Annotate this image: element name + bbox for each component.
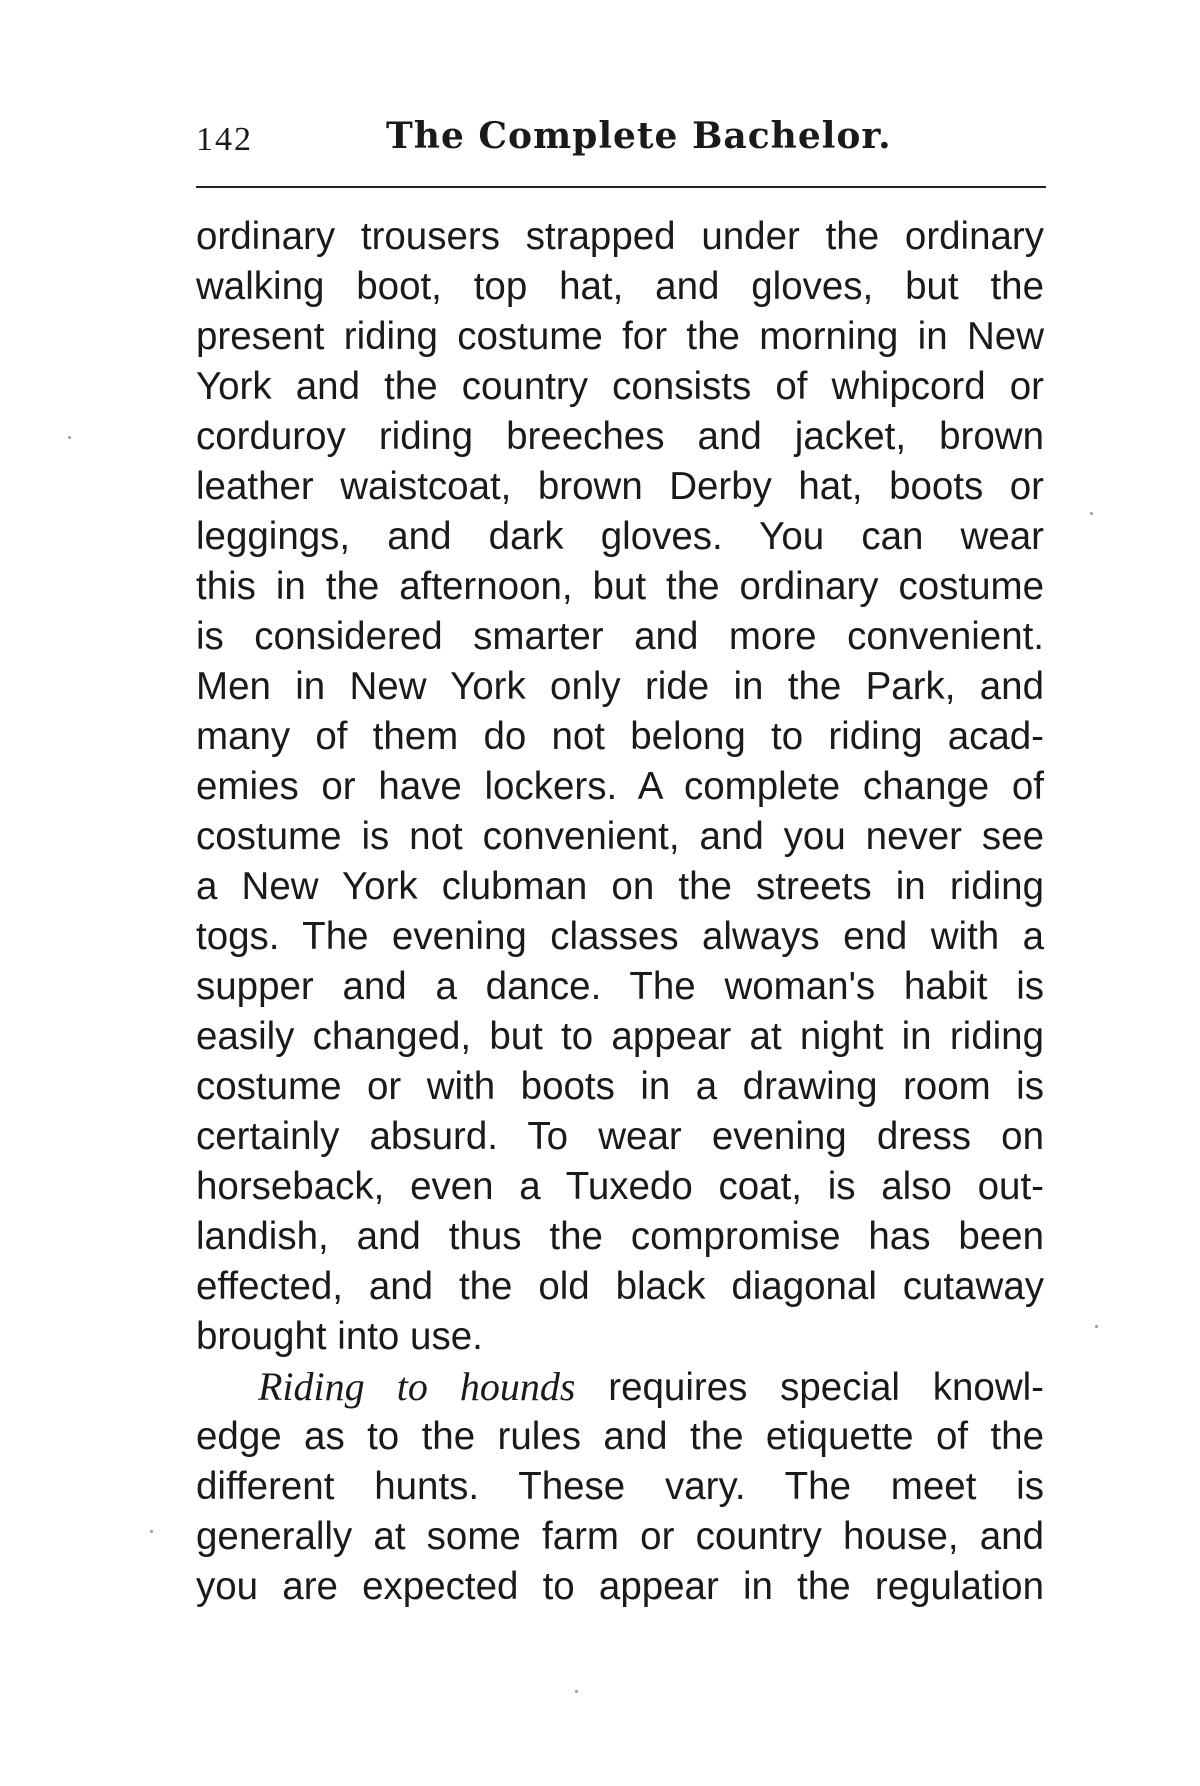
italic-phrase: Riding to hounds	[258, 1364, 576, 1409]
text-line: easily changed, but to appear at night in riding	[196, 1015, 1044, 1058]
text-line: togs. The evening classes always end with a	[196, 915, 1044, 958]
text-line: brought into use.	[196, 1315, 483, 1358]
text-line: certainly absurd. To wear evening dress on	[196, 1115, 1044, 1158]
text-line: many of them do not belong to riding acad-	[196, 715, 1044, 758]
text-line: landish, and thus the compromise has been	[196, 1215, 1044, 1258]
book-title: The Complete Bachelor.	[386, 115, 892, 157]
text-line: supper and a dance. The woman's habit is	[196, 965, 1044, 1008]
text-line: costume is not convenient, and you never see	[196, 815, 1044, 858]
text-line: horseback, even a Tuxedo coat, is also out-	[196, 1165, 1044, 1208]
paper-speck	[575, 1690, 578, 1693]
text-line: you are expected to appear in the regulation	[196, 1565, 1044, 1608]
paper-speck	[68, 436, 71, 439]
body-text	[196, 212, 1044, 1612]
text-line: walking boot, top hat, and gloves, but the	[196, 265, 1044, 308]
text-line: costume or with boots in a drawing room is	[196, 1065, 1044, 1108]
text-line: is considered smarter and more convenient.	[196, 615, 1044, 658]
header-rule	[196, 186, 1046, 188]
text-line: generally at some farm or country house, and	[196, 1515, 1044, 1558]
text-fragment: requires special knowl-	[575, 1366, 1045, 1409]
text-line: emies or have lockers. A complete change of	[196, 765, 1044, 808]
text-line: a New York clubman on the streets in riding	[196, 865, 1044, 908]
paper-speck	[1090, 512, 1093, 515]
paper-speck	[1095, 1325, 1098, 1328]
text-line: different hunts. These vary. The meet is	[196, 1465, 1044, 1508]
text-line: ordinary trousers strapped under the ordinary	[196, 215, 1044, 258]
paper-speck	[150, 1530, 153, 1533]
running-head	[196, 115, 1044, 175]
text-line: leather waistcoat, brown Derby hat, boots or	[196, 465, 1044, 508]
page-number: 142	[196, 121, 253, 158]
text-line: edge as to the rules and the etiquette of the	[196, 1415, 1044, 1458]
paragraph-first-line	[196, 1362, 1044, 1412]
text-line: York and the country consists of whipcord or	[196, 365, 1044, 408]
text-line: this in the afternoon, but the ordinary costume	[196, 565, 1044, 608]
text-line: leggings, and dark gloves. You can wear	[196, 515, 1044, 558]
text-line: present riding costume for the morning in New	[196, 315, 1044, 358]
text-line: effected, and the old black diagonal cutaway	[196, 1265, 1044, 1308]
text-line: corduroy riding breeches and jacket, brown	[196, 415, 1044, 458]
text-line: Men in New York only ride in the Park, and	[196, 665, 1044, 708]
